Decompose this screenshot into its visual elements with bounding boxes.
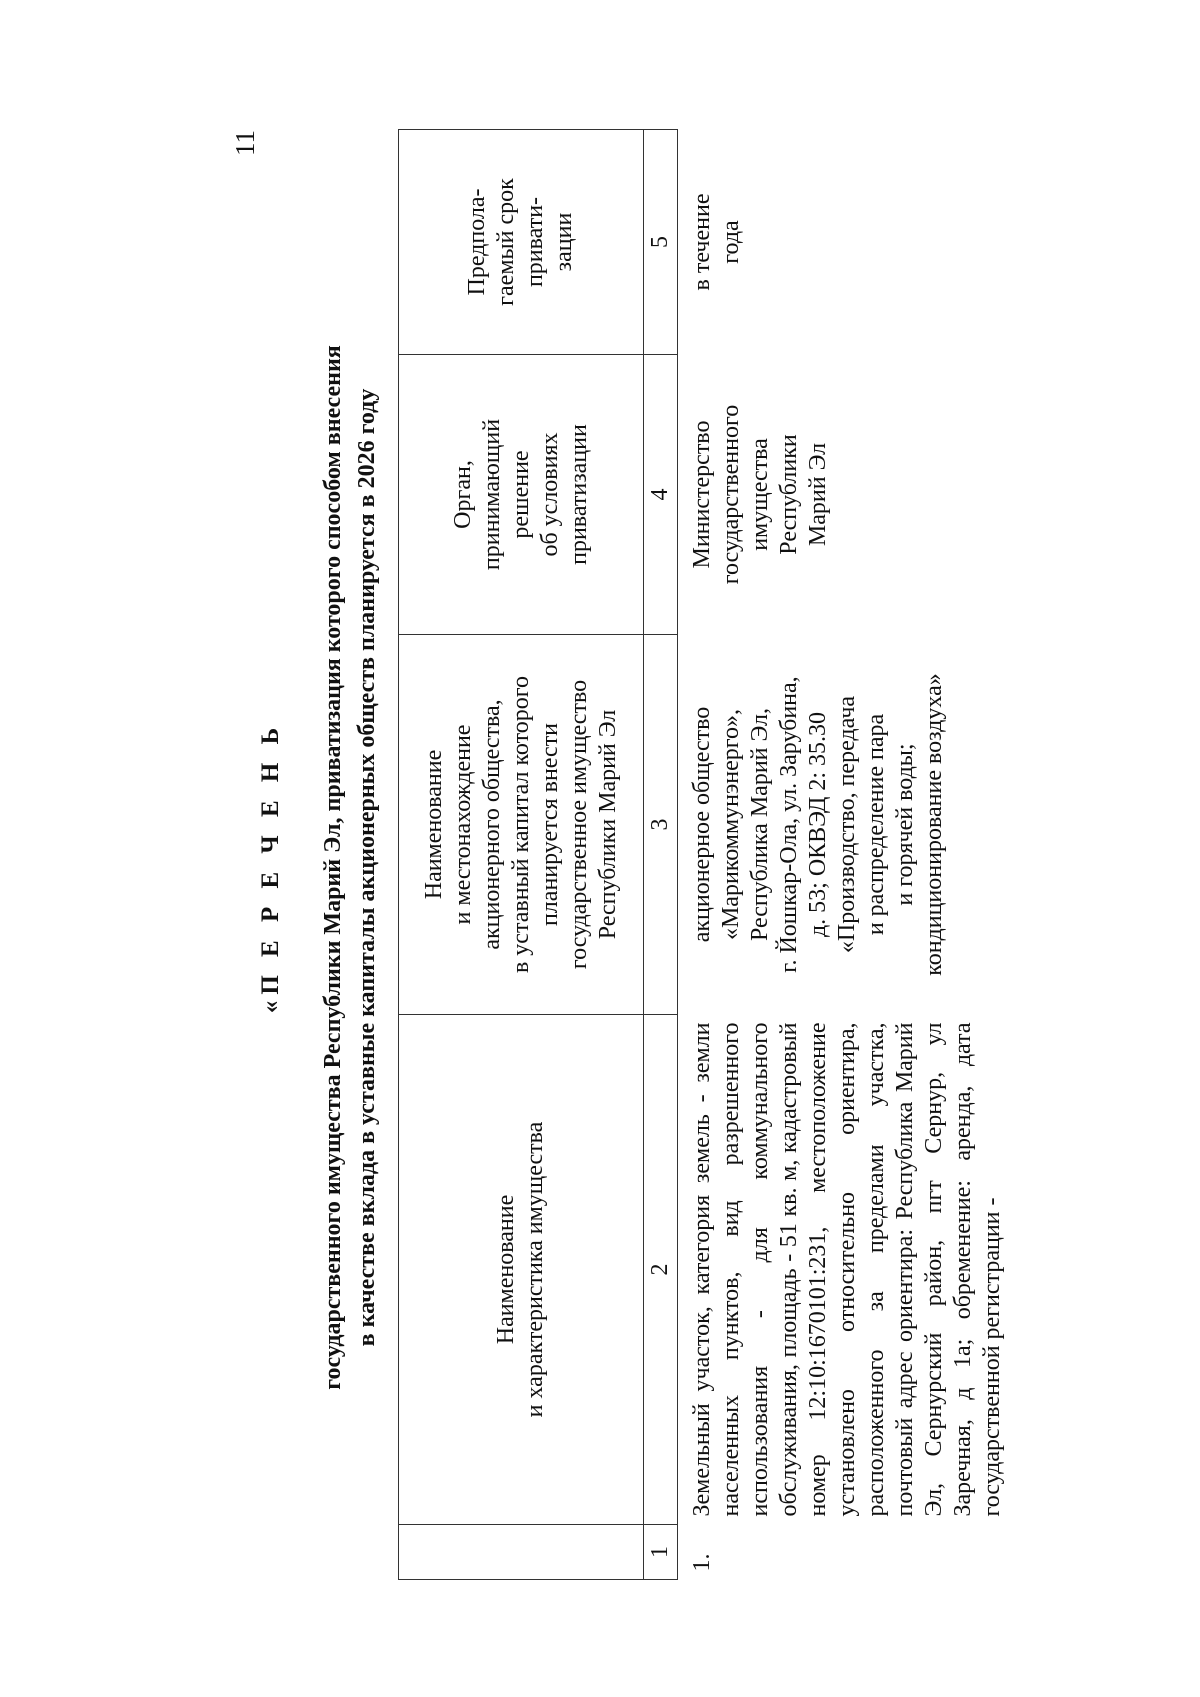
document-title: «П Е Р Е Ч Е Н Ь bbox=[257, 721, 284, 1014]
subtitle-line: в качестве вклада в уставные капиталы акционерных обществ планируется в 2026 году bbox=[354, 388, 380, 1347]
authority-name: Министерство государственного имущества Республики Марий Эл bbox=[689, 404, 831, 585]
document-subtitle bbox=[316, 130, 384, 1605]
header-authority: Орган, принимающий решение об условиях приватизации bbox=[399, 355, 644, 635]
row-number: 1. bbox=[689, 1553, 715, 1572]
column-number: 2 bbox=[644, 1015, 678, 1525]
table-header-row bbox=[399, 130, 644, 1580]
subtitle-line: государственного имущества Республики Марий Эл, приватизация которого способом внесения bbox=[320, 345, 346, 1390]
header-property: Наименование и характеристика имущества bbox=[399, 1015, 644, 1525]
page-number: 11 bbox=[230, 130, 260, 156]
header-company: Наименование и местонахождение акционерного общества, в уставный капитал которого планируется внести государственное имущество Республики Марий Эл bbox=[399, 635, 644, 1015]
header-term: Предпола- гаемый срок привати- зации bbox=[399, 130, 644, 355]
rotated-page bbox=[228, 130, 1073, 1605]
column-number-row bbox=[644, 130, 678, 1580]
column-number: 3 bbox=[644, 635, 678, 1015]
property-table bbox=[398, 129, 1007, 1580]
property-description: Земельный участок, категория земель - земли населенных пунктов, вид разрешенного использования - для коммунального обслуживания, площадь - 51 кв. м, кадастровый номер 12:10:1670101:231, местоположение установлено относительно ориентира, расположенного за пределами участка, почтовый адрес ориентира: Республика Марий Эл, Сернурский район, пгт Сернур, ул Заречная, д 1а; обременение: аренда, дата государственной регистрации - bbox=[689, 1022, 1005, 1517]
privatization-term: в течение года bbox=[689, 193, 744, 291]
company-description: акционерное общество «Марикоммунэнерго», Республика Марий Эл, г. Йошкар-Ола, ул. Зарубина, д. 53; ОКВЭД 2: 35.30 «Производство, передача и распределение пара и горячей воды; кондиционирование воздуха» bbox=[689, 673, 947, 976]
column-number: 4 bbox=[644, 355, 678, 635]
table-row bbox=[678, 130, 1008, 1580]
header-number bbox=[399, 1525, 644, 1580]
column-number: 1 bbox=[644, 1525, 678, 1580]
column-number: 5 bbox=[644, 130, 678, 355]
